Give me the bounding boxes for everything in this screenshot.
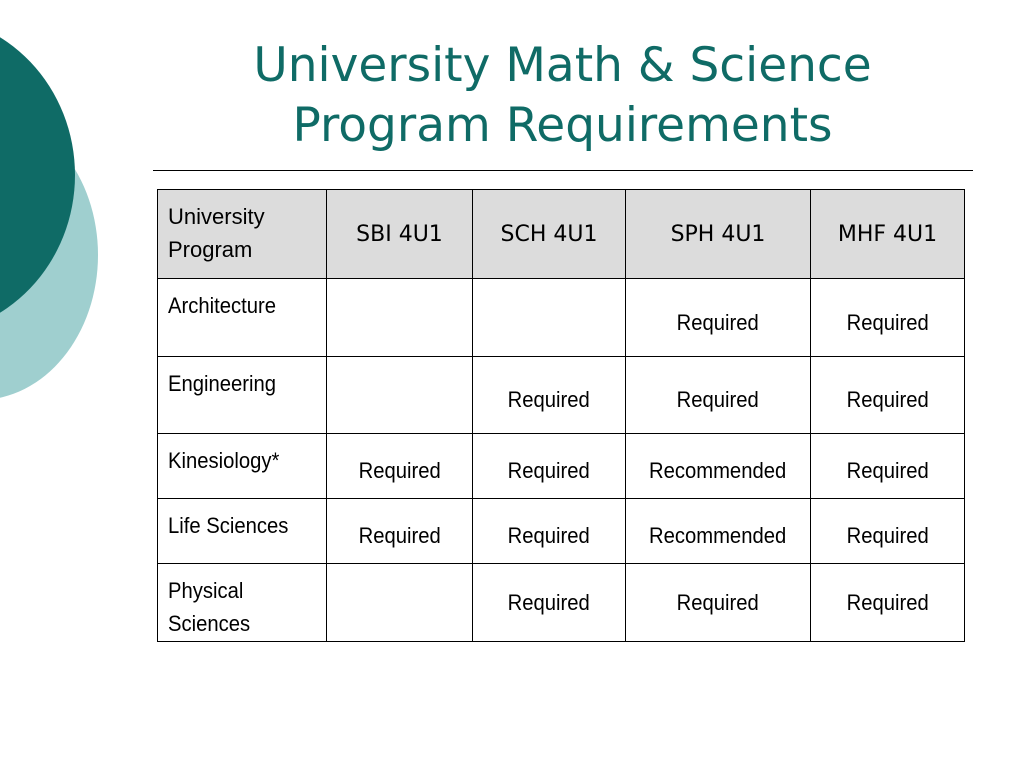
table-cell <box>626 499 811 564</box>
cell-text: Recommended <box>649 458 787 483</box>
cell-text: Required <box>846 589 929 615</box>
row-label-text: Engineering <box>168 371 277 396</box>
table-row-engineering <box>158 357 965 434</box>
row-label-text: Kinesiology* <box>168 448 280 473</box>
table-cell <box>626 357 811 434</box>
row-label-text: Architecture <box>168 293 276 318</box>
table-cell <box>811 499 965 564</box>
title-divider <box>153 170 973 171</box>
slide-title-line-1: University Math & Science <box>253 38 872 93</box>
table-row-kinesiology <box>158 434 965 499</box>
table-cell <box>473 564 626 642</box>
table-cell <box>473 357 626 434</box>
header-sph: SPH 4U1 <box>626 190 811 279</box>
table-cell <box>327 279 473 357</box>
row-label-text-line-2: Sciences <box>168 611 251 636</box>
table-row-life-sciences <box>158 499 965 564</box>
cell-text: Recommended <box>649 523 787 548</box>
table-cell <box>626 434 811 499</box>
table-cell <box>626 279 811 357</box>
table-cell <box>811 357 965 434</box>
table-cell <box>327 357 473 434</box>
table-cell <box>473 434 626 499</box>
slide-title-line-2: Program Requirements <box>292 98 833 153</box>
table-row-architecture <box>158 279 965 357</box>
row-label <box>158 357 327 434</box>
row-label <box>158 279 327 357</box>
row-label <box>158 434 327 499</box>
row-label <box>158 564 327 642</box>
table-cell <box>811 434 965 499</box>
row-label-text-line-1: Physical <box>168 578 244 603</box>
cell-text: Required <box>358 458 441 483</box>
cell-text: Required <box>846 387 929 412</box>
table-cell <box>811 279 965 357</box>
header-mhf: MHF 4U1 <box>811 190 965 279</box>
cell-text: Required <box>846 523 929 548</box>
table-cell <box>811 564 965 642</box>
cell-text: Required <box>358 523 441 548</box>
cell-text: Required <box>846 310 929 335</box>
slide-title <box>150 36 975 156</box>
row-label <box>158 499 327 564</box>
cell-text: Required <box>507 523 591 548</box>
table-cell <box>327 434 473 499</box>
cell-text: Required <box>507 458 591 483</box>
table-cell <box>473 499 626 564</box>
header-sbi: SBI 4U1 <box>327 190 473 279</box>
header-university-program <box>158 190 327 279</box>
cell-text: Required <box>676 387 760 412</box>
cell-text: Required <box>507 589 591 615</box>
row-label-text: Life Sciences <box>168 513 289 538</box>
cell-text: Required <box>676 589 760 615</box>
table-cell <box>327 499 473 564</box>
header-university-program-line-1: University <box>168 204 265 229</box>
cell-text: Required <box>846 458 929 483</box>
table-cell <box>327 564 473 642</box>
cell-text: Required <box>507 387 591 412</box>
table-row-physical-sciences <box>158 564 965 642</box>
cell-text: Required <box>676 310 760 335</box>
table-cell <box>626 564 811 642</box>
header-university-program-line-2: Program <box>168 237 253 262</box>
table-cell <box>473 279 626 357</box>
table-header-row <box>158 190 965 279</box>
requirements-table <box>157 189 965 642</box>
header-sch: SCH 4U1 <box>473 190 626 279</box>
